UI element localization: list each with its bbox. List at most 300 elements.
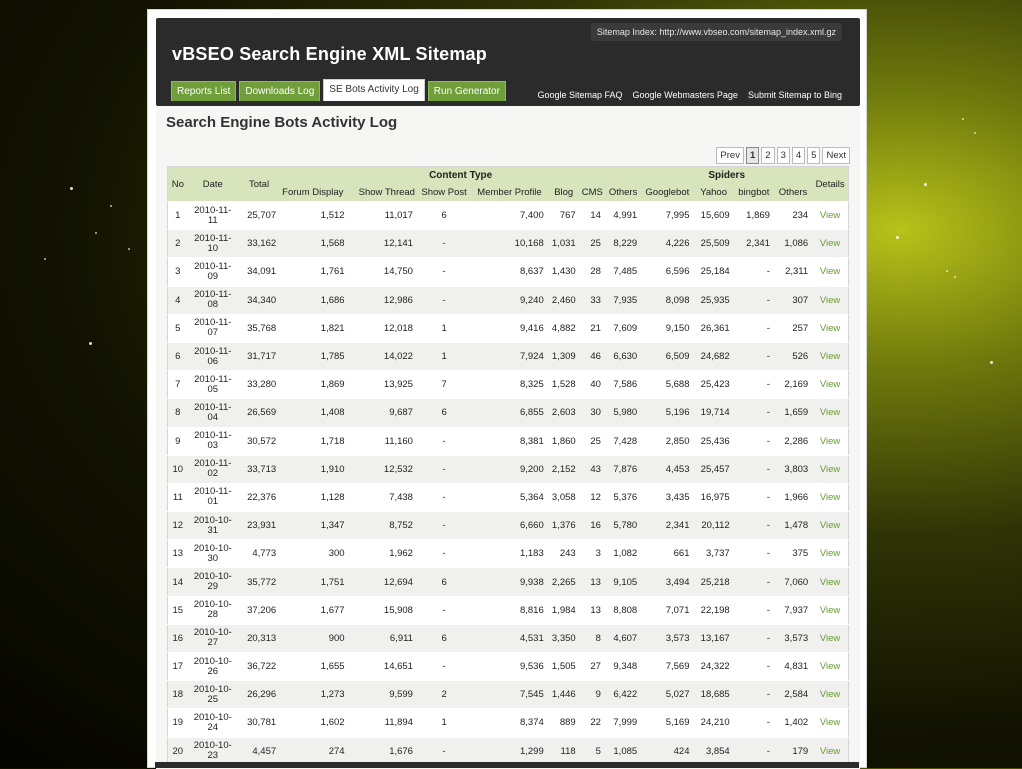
row-bingbot: 1,869 <box>734 202 774 230</box>
row-date-part: 2010-10- <box>193 571 232 583</box>
row-show-post: - <box>417 653 471 681</box>
row-bingbot: - <box>734 681 774 709</box>
row-cms: 9 <box>580 681 605 709</box>
column-header-blog: Blog <box>548 184 580 202</box>
row-date-part: 2010-11- <box>194 373 232 385</box>
table-row <box>168 512 849 540</box>
site-title: vBSEO Search Engine XML Sitemap <box>172 44 487 64</box>
row-blog: 4,882 <box>548 314 580 342</box>
row-bingbot: - <box>734 455 774 483</box>
row-forum-display: 1,655 <box>280 653 348 681</box>
row-others: 9,105 <box>605 568 641 596</box>
row-googlebot: 7,995 <box>641 202 693 230</box>
row-date-part: 29 <box>207 581 219 593</box>
row-yahoo: 24,210 <box>693 709 733 737</box>
tab-se-bots-activity-log[interactable]: SE Bots Activity Log <box>323 79 425 101</box>
table-row <box>168 342 849 370</box>
row-total: 25,707 <box>238 202 280 230</box>
row-member-profile: 7,545 <box>471 681 547 709</box>
row-number: 3 <box>168 258 188 286</box>
row-cms: 25 <box>580 427 605 455</box>
google-sitemap-faq-link[interactable]: Google Sitemap FAQ <box>537 90 623 100</box>
sitemap-index-link[interactable]: Sitemap Index: http://www.vbseo.com/sitemap_index.xml.gz <box>591 23 842 41</box>
row-spider-others: 1,966 <box>774 483 812 511</box>
view-details-link[interactable]: View <box>812 737 848 765</box>
row-total: 4,773 <box>238 540 280 568</box>
table-row <box>168 371 849 399</box>
row-cms: 30 <box>580 399 605 427</box>
row-forum-display: 900 <box>280 624 348 652</box>
row-date-part: 01 <box>207 496 219 508</box>
google-webmasters-page-link[interactable]: Google Webmasters Page <box>632 90 738 100</box>
view-details-link[interactable]: View <box>812 483 848 511</box>
row-cms: 13 <box>580 596 605 624</box>
row-date <box>188 681 238 709</box>
table-body <box>168 202 849 766</box>
row-date-part: 2010-11- <box>194 260 232 272</box>
row-cms: 46 <box>580 342 605 370</box>
row-total: 20,313 <box>238 624 280 652</box>
row-blog: 1,309 <box>548 342 580 370</box>
row-forum-display: 1,568 <box>280 230 348 258</box>
row-number: 5 <box>168 314 188 342</box>
row-member-profile: 9,240 <box>471 286 547 314</box>
row-total: 23,931 <box>238 512 280 540</box>
view-details-link[interactable]: View <box>812 371 848 399</box>
row-cms: 21 <box>580 314 605 342</box>
row-number: 18 <box>168 681 188 709</box>
row-others: 4,607 <box>605 624 641 652</box>
row-date-part: 2010-10- <box>193 599 232 611</box>
row-forum-display: 1,347 <box>280 512 348 540</box>
row-spider-others: 307 <box>774 286 812 314</box>
row-member-profile: 9,200 <box>471 455 547 483</box>
row-member-profile: 8,637 <box>471 258 547 286</box>
view-details-link[interactable]: View <box>812 455 848 483</box>
row-yahoo: 3,737 <box>693 540 733 568</box>
row-forum-display: 1,869 <box>280 371 348 399</box>
row-date-part: 2010-11- <box>194 486 232 498</box>
row-show-thread: 13,925 <box>349 371 417 399</box>
view-details-link[interactable]: View <box>812 653 848 681</box>
row-member-profile: 8,374 <box>471 709 547 737</box>
row-date-part: 07 <box>207 327 219 339</box>
row-date-part: 2010-11- <box>194 317 232 329</box>
row-member-profile: 6,660 <box>471 512 547 540</box>
row-spider-others: 257 <box>774 314 812 342</box>
page-4-button[interactable]: 4 <box>792 147 805 164</box>
row-blog: 2,152 <box>548 455 580 483</box>
row-date <box>188 286 238 314</box>
row-blog: 889 <box>548 709 580 737</box>
row-show-post: - <box>417 230 471 258</box>
row-bingbot: - <box>734 653 774 681</box>
row-date <box>188 258 238 286</box>
row-yahoo: 25,218 <box>693 568 733 596</box>
row-date-part: 2010-11- <box>194 204 232 216</box>
row-date-part: 2010-11- <box>194 430 232 442</box>
row-member-profile: 6,855 <box>471 399 547 427</box>
row-bingbot: - <box>734 737 774 765</box>
row-date <box>188 596 238 624</box>
row-member-profile: 8,325 <box>471 371 547 399</box>
row-forum-display: 1,785 <box>280 342 348 370</box>
submit-sitemap-to-bing-link[interactable]: Submit Sitemap to Bing <box>747 90 842 100</box>
row-googlebot: 5,196 <box>641 399 693 427</box>
row-total: 33,280 <box>238 371 280 399</box>
row-googlebot: 4,226 <box>641 230 693 258</box>
row-forum-display: 1,821 <box>280 314 348 342</box>
row-googlebot: 7,071 <box>641 596 693 624</box>
row-date-part: 2010-10- <box>193 542 232 554</box>
row-yahoo: 18,685 <box>693 681 733 709</box>
row-spider-others: 2,311 <box>774 258 812 286</box>
row-blog: 118 <box>548 737 580 765</box>
row-blog: 1,031 <box>548 230 580 258</box>
row-yahoo: 20,112 <box>693 512 733 540</box>
row-show-thread: 11,894 <box>349 709 417 737</box>
row-others: 7,485 <box>605 258 641 286</box>
row-date-part: 04 <box>207 411 219 423</box>
row-number: 2 <box>168 230 188 258</box>
row-show-thread: 1,676 <box>349 737 417 765</box>
row-show-post: 1 <box>417 342 471 370</box>
row-others: 5,980 <box>605 399 641 427</box>
row-member-profile: 8,381 <box>471 427 547 455</box>
row-googlebot: 5,027 <box>641 681 693 709</box>
row-spider-others: 3,573 <box>774 624 812 652</box>
row-forum-display: 1,751 <box>280 568 348 596</box>
table-row <box>168 568 849 596</box>
row-googlebot: 3,435 <box>641 483 693 511</box>
row-yahoo: 24,322 <box>693 653 733 681</box>
row-bingbot: - <box>734 399 774 427</box>
row-blog: 1,446 <box>548 681 580 709</box>
row-show-post: - <box>417 258 471 286</box>
row-bingbot: - <box>734 342 774 370</box>
row-number: 8 <box>168 399 188 427</box>
row-forum-display: 1,677 <box>280 596 348 624</box>
prev-page-button[interactable]: Prev <box>716 147 744 164</box>
row-spider-others: 7,060 <box>774 568 812 596</box>
row-date-part: 02 <box>207 468 219 480</box>
row-total: 26,296 <box>238 681 280 709</box>
bots-activity-table <box>167 166 849 766</box>
row-bingbot: - <box>734 512 774 540</box>
row-show-thread: 1,962 <box>349 540 417 568</box>
row-googlebot: 3,573 <box>641 624 693 652</box>
row-yahoo: 24,682 <box>693 342 733 370</box>
row-blog: 1,505 <box>548 653 580 681</box>
row-cms: 12 <box>580 483 605 511</box>
row-date-part: 2010-10- <box>193 711 232 723</box>
row-googlebot: 3,494 <box>641 568 693 596</box>
row-others: 8,229 <box>605 230 641 258</box>
row-date-part: 2010-10- <box>193 683 232 695</box>
row-show-post: 1 <box>417 314 471 342</box>
row-others: 8,808 <box>605 596 641 624</box>
row-bingbot: - <box>734 427 774 455</box>
row-cms: 43 <box>580 455 605 483</box>
row-show-post: - <box>417 737 471 765</box>
row-others: 7,935 <box>605 286 641 314</box>
row-others: 5,376 <box>605 483 641 511</box>
row-number: 7 <box>168 371 188 399</box>
view-details-link[interactable]: View <box>812 258 848 286</box>
row-show-thread: 12,986 <box>349 286 417 314</box>
view-details-link[interactable]: View <box>812 286 848 314</box>
row-date <box>188 314 238 342</box>
row-spider-others: 4,831 <box>774 653 812 681</box>
row-googlebot: 5,688 <box>641 371 693 399</box>
row-forum-display: 1,910 <box>280 455 348 483</box>
row-forum-display: 1,128 <box>280 483 348 511</box>
row-show-thread: 14,651 <box>349 653 417 681</box>
row-total: 22,376 <box>238 483 280 511</box>
row-spider-others: 179 <box>774 737 812 765</box>
group-header-content-type: Content Type <box>280 167 641 185</box>
row-total: 33,162 <box>238 230 280 258</box>
row-blog: 1,430 <box>548 258 580 286</box>
background-star <box>89 342 92 345</box>
row-others: 6,630 <box>605 342 641 370</box>
background-star <box>962 118 964 120</box>
view-details-link[interactable]: View <box>812 596 848 624</box>
row-yahoo: 25,509 <box>693 230 733 258</box>
group-header-spiders: Spiders <box>641 167 812 185</box>
row-spider-others: 2,584 <box>774 681 812 709</box>
row-show-post: - <box>417 483 471 511</box>
table-row <box>168 709 849 737</box>
row-yahoo: 13,167 <box>693 624 733 652</box>
row-spider-others: 234 <box>774 202 812 230</box>
row-member-profile: 9,536 <box>471 653 547 681</box>
row-spider-others: 2,169 <box>774 371 812 399</box>
row-date <box>188 202 238 230</box>
app-header <box>156 18 860 106</box>
row-forum-display: 1,602 <box>280 709 348 737</box>
row-blog: 2,603 <box>548 399 580 427</box>
row-date <box>188 568 238 596</box>
row-date-part: 2010-10- <box>193 740 232 752</box>
row-date-part: 09 <box>207 270 219 282</box>
column-header-date: Date <box>188 167 238 202</box>
row-member-profile: 7,924 <box>471 342 547 370</box>
row-date <box>188 230 238 258</box>
row-total: 4,457 <box>238 737 280 765</box>
row-show-post: - <box>417 427 471 455</box>
row-bingbot: 2,341 <box>734 230 774 258</box>
row-member-profile: 4,531 <box>471 624 547 652</box>
view-details-link[interactable]: View <box>812 681 848 709</box>
row-cms: 5 <box>580 737 605 765</box>
row-member-profile: 1,183 <box>471 540 547 568</box>
page-1-button[interactable]: 1 <box>746 147 759 164</box>
background-star <box>70 187 73 190</box>
row-number: 4 <box>168 286 188 314</box>
row-yahoo: 22,198 <box>693 596 733 624</box>
row-yahoo: 25,184 <box>693 258 733 286</box>
row-googlebot: 661 <box>641 540 693 568</box>
background-star <box>110 205 112 207</box>
row-show-post: - <box>417 512 471 540</box>
row-show-post: 6 <box>417 202 471 230</box>
row-forum-display: 1,512 <box>280 202 348 230</box>
row-date <box>188 624 238 652</box>
row-googlebot: 5,169 <box>641 709 693 737</box>
row-number: 11 <box>168 483 188 511</box>
row-date-part: 23 <box>207 750 219 762</box>
row-total: 37,206 <box>238 596 280 624</box>
row-others: 6,422 <box>605 681 641 709</box>
column-header-show-post: Show Post <box>417 184 471 202</box>
tab-reports-list[interactable]: Reports List <box>171 81 236 101</box>
row-bingbot: - <box>734 709 774 737</box>
row-blog: 1,984 <box>548 596 580 624</box>
table-row <box>168 399 849 427</box>
view-details-link[interactable]: View <box>812 512 848 540</box>
view-details-link[interactable]: View <box>812 314 848 342</box>
row-googlebot: 4,453 <box>641 455 693 483</box>
column-header-others: Others <box>605 184 641 202</box>
view-details-link[interactable]: View <box>812 427 848 455</box>
row-yahoo: 25,436 <box>693 427 733 455</box>
row-others: 7,876 <box>605 455 641 483</box>
row-show-post: 7 <box>417 371 471 399</box>
row-date-part: 31 <box>207 524 219 536</box>
table-row <box>168 314 849 342</box>
row-show-post: 6 <box>417 568 471 596</box>
row-show-post: - <box>417 286 471 314</box>
row-member-profile: 8,816 <box>471 596 547 624</box>
row-googlebot: 2,850 <box>641 427 693 455</box>
row-number: 9 <box>168 427 188 455</box>
row-yahoo: 25,935 <box>693 286 733 314</box>
row-cms: 14 <box>580 202 605 230</box>
row-show-thread: 11,160 <box>349 427 417 455</box>
row-total: 36,722 <box>238 653 280 681</box>
row-show-thread: 12,694 <box>349 568 417 596</box>
row-forum-display: 274 <box>280 737 348 765</box>
row-cms: 22 <box>580 709 605 737</box>
table-row <box>168 483 849 511</box>
row-date <box>188 483 238 511</box>
row-total: 31,717 <box>238 342 280 370</box>
row-show-thread: 15,908 <box>349 596 417 624</box>
background-star <box>44 258 46 260</box>
row-total: 35,772 <box>238 568 280 596</box>
row-blog: 2,265 <box>548 568 580 596</box>
row-date <box>188 342 238 370</box>
row-spider-others: 1,086 <box>774 230 812 258</box>
view-details-link[interactable]: View <box>812 202 848 230</box>
row-date-part: 28 <box>207 609 219 621</box>
row-date-part: 10 <box>207 242 219 254</box>
background-star <box>990 361 993 364</box>
row-number: 6 <box>168 342 188 370</box>
row-googlebot: 7,569 <box>641 653 693 681</box>
row-others: 5,780 <box>605 512 641 540</box>
row-yahoo: 25,457 <box>693 455 733 483</box>
row-date <box>188 540 238 568</box>
row-show-thread: 9,599 <box>349 681 417 709</box>
row-cms: 33 <box>580 286 605 314</box>
column-header-yahoo: Yahoo <box>693 184 733 202</box>
row-number: 14 <box>168 568 188 596</box>
row-cms: 27 <box>580 653 605 681</box>
row-yahoo: 19,714 <box>693 399 733 427</box>
tab-run-generator[interactable]: Run Generator <box>428 81 506 101</box>
row-show-post: 2 <box>417 681 471 709</box>
next-page-button[interactable]: Next <box>822 147 850 164</box>
row-show-post: 6 <box>417 399 471 427</box>
column-header-forum-display: Forum Display <box>280 184 348 202</box>
row-member-profile: 10,168 <box>471 230 547 258</box>
row-show-thread: 11,017 <box>349 202 417 230</box>
row-date <box>188 399 238 427</box>
row-number: 17 <box>168 653 188 681</box>
background-star <box>954 276 956 278</box>
row-total: 26,569 <box>238 399 280 427</box>
page-5-button[interactable]: 5 <box>807 147 820 164</box>
row-date <box>188 709 238 737</box>
row-date-part: 26 <box>207 665 219 677</box>
view-details-link[interactable]: View <box>812 709 848 737</box>
row-member-profile: 5,364 <box>471 483 547 511</box>
view-details-link[interactable]: View <box>812 230 848 258</box>
row-member-profile: 9,938 <box>471 568 547 596</box>
page-3-button[interactable]: 3 <box>777 147 790 164</box>
row-yahoo: 25,423 <box>693 371 733 399</box>
view-details-link[interactable]: View <box>812 342 848 370</box>
row-date-part: 2010-10- <box>193 514 232 526</box>
row-date-part: 27 <box>207 637 219 649</box>
page-2-button[interactable]: 2 <box>761 147 774 164</box>
column-header-details: Details <box>812 167 848 202</box>
row-blog: 243 <box>548 540 580 568</box>
background-star <box>974 132 976 134</box>
row-forum-display: 1,761 <box>280 258 348 286</box>
row-member-profile: 9,416 <box>471 314 547 342</box>
table-row <box>168 596 849 624</box>
tab-downloads-log[interactable]: Downloads Log <box>239 81 320 101</box>
row-others: 7,609 <box>605 314 641 342</box>
column-header-bingbot: bingbot <box>734 184 774 202</box>
row-spider-others: 1,659 <box>774 399 812 427</box>
main-panel <box>147 9 867 768</box>
view-details-link[interactable]: View <box>812 540 848 568</box>
row-show-thread: 6,911 <box>349 624 417 652</box>
row-date-part: 30 <box>207 552 219 564</box>
view-details-link[interactable]: View <box>812 568 848 596</box>
row-others: 7,428 <box>605 427 641 455</box>
row-date-part: 24 <box>207 721 219 733</box>
column-header-total: Total <box>238 167 280 202</box>
view-details-link[interactable]: View <box>812 399 848 427</box>
row-googlebot: 9,150 <box>641 314 693 342</box>
row-show-thread: 12,532 <box>349 455 417 483</box>
view-details-link[interactable]: View <box>812 624 848 652</box>
row-show-post: 6 <box>417 624 471 652</box>
row-cms: 25 <box>580 230 605 258</box>
table-row <box>168 653 849 681</box>
row-googlebot: 6,509 <box>641 342 693 370</box>
row-yahoo: 3,854 <box>693 737 733 765</box>
row-show-post: - <box>417 596 471 624</box>
row-others: 4,991 <box>605 202 641 230</box>
row-bingbot: - <box>734 568 774 596</box>
row-date-part: 2010-11- <box>194 458 232 470</box>
